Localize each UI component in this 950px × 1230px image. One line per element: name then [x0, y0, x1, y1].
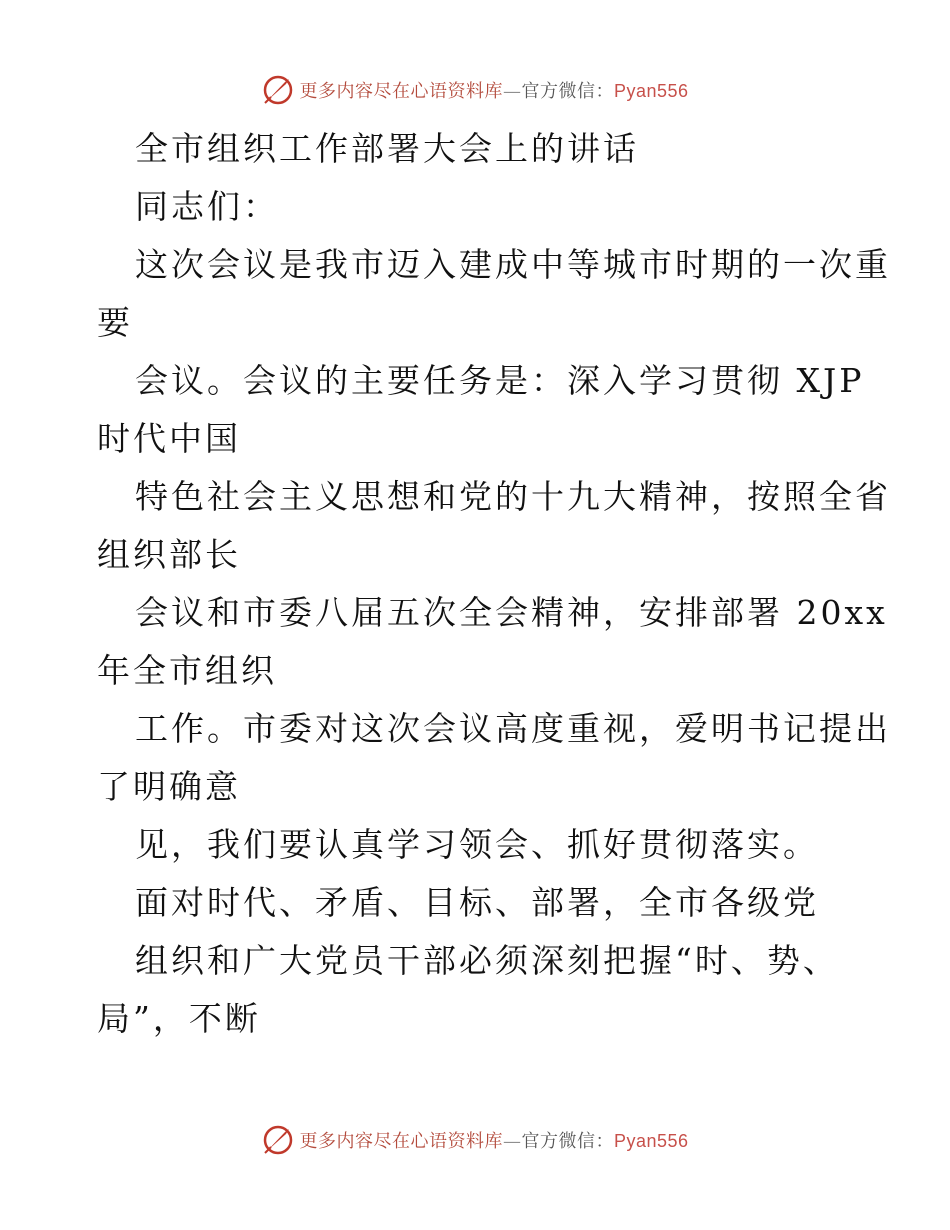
paragraph-line: 组织部长 — [97, 535, 241, 574]
footer-banner-dash: — — [502, 1131, 522, 1152]
header-banner-text — [299, 77, 688, 103]
paragraph-line: 工作。市委对这次会议高度重视，爱明书记提出 — [135, 709, 891, 748]
header-banner-official-label: 官方微信： — [521, 81, 614, 102]
footer-banner — [0, 1120, 950, 1160]
footer-banner-text — [299, 1127, 688, 1153]
paragraph-line: 组织和广大党员干部必须深刻把握“时、势、 — [135, 941, 839, 980]
footer-banner-main: 更多内容尽在心语资料库 — [299, 1131, 503, 1152]
paragraph-line: 会议和市委八届五次全会精神，安排部署 20xx — [135, 593, 888, 632]
paragraph-line: 年全市组织 — [97, 651, 277, 690]
paragraph-line: 这次会议是我市迈入建成中等城市时期的一次重 — [135, 245, 891, 284]
document-title: 全市组织工作部署大会上的讲话 — [135, 129, 639, 168]
header-banner-wechat: Pyan556 — [613, 81, 689, 101]
header-banner — [0, 70, 950, 110]
paragraph-line: 面对时代、矛盾、目标、部署，全市各级党 — [135, 883, 819, 922]
paragraph-line: 局”，不断 — [97, 999, 261, 1038]
paragraph-line: 见，我们要认真学习领会、抓好贯彻落实。 — [135, 825, 819, 864]
paragraph-line: 特色社会主义思想和党的十九大精神，按照全省 — [135, 477, 891, 516]
paragraph-line: 会议。会议的主要任务是：深入学习贯彻 XJP — [135, 361, 865, 400]
quill-pen-logo-icon — [261, 73, 295, 107]
footer-banner-official-label: 官方微信： — [521, 1131, 614, 1152]
header-banner-main: 更多内容尽在心语资料库 — [299, 81, 503, 102]
header-banner-dash: — — [502, 81, 522, 102]
quill-pen-logo-icon — [261, 1123, 295, 1157]
footer-banner-wechat: Pyan556 — [613, 1131, 689, 1151]
document-body — [97, 120, 891, 1048]
paragraph-line: 要 — [97, 303, 133, 342]
salutation: 同志们： — [135, 187, 279, 226]
paragraph-line: 了明确意 — [97, 767, 241, 806]
paragraph-line: 时代中国 — [97, 419, 241, 458]
